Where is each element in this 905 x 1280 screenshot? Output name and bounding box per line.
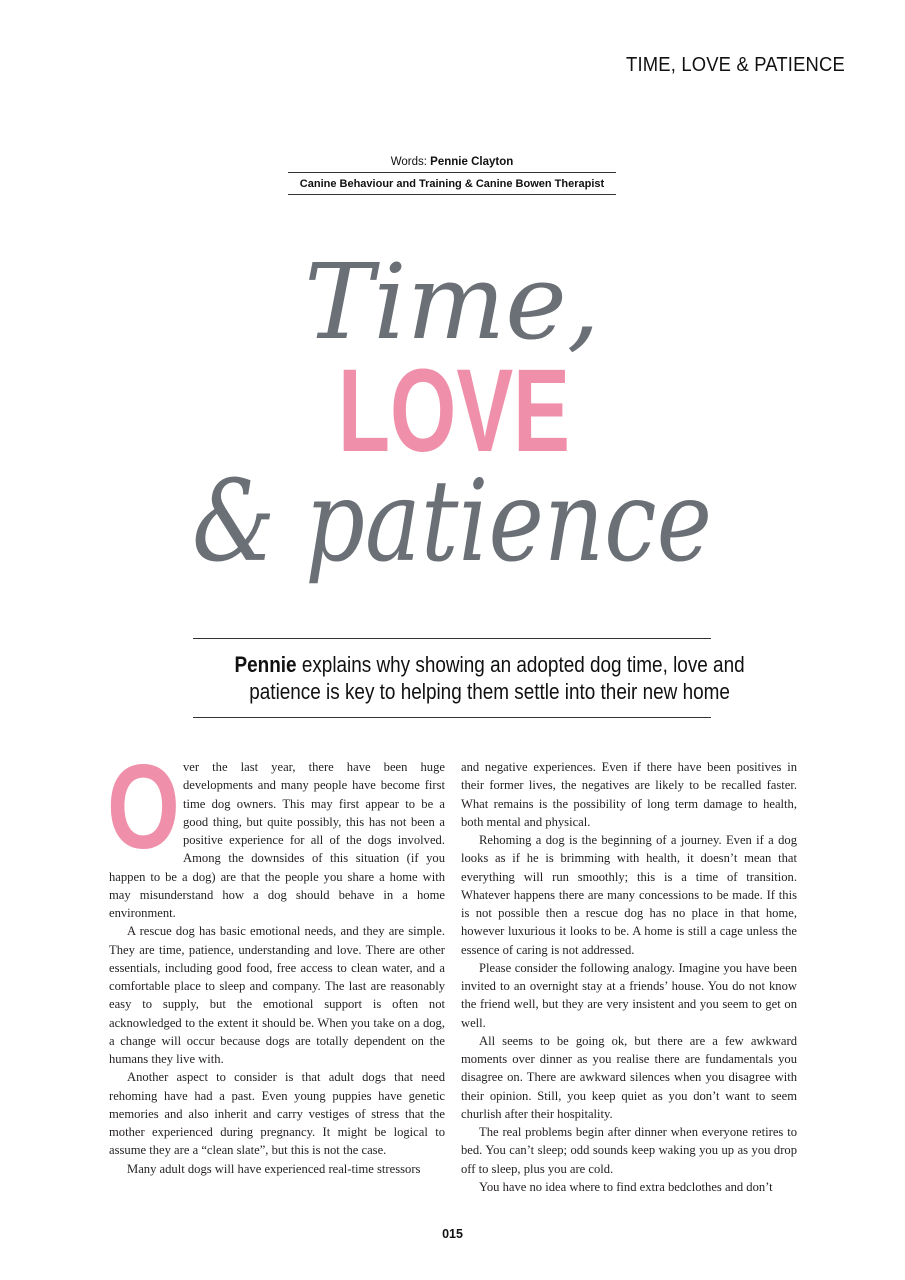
body-paragraph-1-text: ver the last year, there have been huge developments and many people have become first time dog owners. This may first appear to be a good thing, but quite possibly, this has not been a positive experience for all of the dogs involved. Among the downsides of this situation (if you happen to be a dog) are that the people you share a home with may misunderstand how a dog should behave in a home environment. xyxy=(109,760,445,920)
article-title xyxy=(0,0,905,620)
body-paragraph-3: Another aspect to consider is that adult dogs that need rehoming have had a past. Even young puppies have genetic memories and also inherit and carry vestiges of stress that the mother experienced during pregnancy. It might be logical to assume they are a “clean slate”, but this is not the case. xyxy=(109,1070,445,1158)
standfirst-line-1-rest: explains why showing an adopted dog time, love and xyxy=(296,652,745,677)
running-head: TIME, LOVE & PATIENCE xyxy=(626,54,845,76)
body-paragraph-9: The real problems begin after dinner when everyone retires to bed. You can’t sleep; odd sounds keep waking you up as you drop off to sleep, plus you are cold. xyxy=(461,1125,797,1176)
standfirst-text xyxy=(235,651,745,705)
body-paragraph-8: All seems to be going ok, but there are a few awkward moments over dinner as you realise there are fundamentals you disagree on. There are awkward silences when you disagree with their opinion. Still, you keep quiet as you don’t want to seem churlish after their hospitality. xyxy=(461,1033,797,1121)
standfirst-name: Pennie xyxy=(234,652,297,677)
body-paragraph-2: A rescue dog has basic emotional needs, and they are simple. They are time, patience, understanding and love. There are other essentials, including good food, free access to clean water, and a comfortable place to sleep and company. The last are reasonably easy to supply, but the emotional support is often not acknowledged to the extent it should be. When you take on a dog, a change will occur because dogs are totally dependent on the humans they live with. xyxy=(109,924,445,1066)
standfirst-line-1 xyxy=(235,651,745,678)
title-line-love: LOVE xyxy=(338,345,570,477)
body-column-right xyxy=(461,758,797,1196)
body-paragraph-10: You have no idea where to find extra bedclothes and don’t xyxy=(479,1179,773,1194)
title-artwork xyxy=(0,0,905,620)
body-paragraph-7: Please consider the following analogy. Imagine you have been invited to an overnight stay at a friends’ house. You do not know the friend well, but they are very insistent and you seem to get on well. xyxy=(461,960,797,1030)
title-line-patience: & patience xyxy=(192,457,712,587)
drop-cap: O xyxy=(107,740,180,874)
body-paragraph-6: Rehoming a dog is the beginning of a journey. Even if a dog looks as if he is brimming with health, it doesn’t mean that everything will run smoothly; this is a time of transition. Whatever happens there are many concessions to be made. If this is not possible then a rescue dog has no place in that home, however luxurious it looks to be. A home is still a cage unless the essence of caring is not addressed. xyxy=(461,833,797,957)
body-column-left xyxy=(107,740,445,1178)
byline-words-label: Words: xyxy=(390,156,431,168)
byline-role: Canine Behaviour and Training & Canine Bowen Therapist xyxy=(288,173,616,195)
body-paragraph-4: Many adult dogs will have experienced real-time stressors xyxy=(127,1161,421,1176)
standfirst-line-2: patience is key to helping them settle into their new home xyxy=(249,679,730,704)
title-line-time: Time, xyxy=(304,241,600,363)
page-number: 015 xyxy=(442,1227,463,1241)
body-paragraph-5: and negative experiences. Even if there have been positives in their former lives, the negatives are likely to be recalled faster. What remains is the possibility of long term damage to health, both mental and physical. xyxy=(461,760,797,829)
standfirst xyxy=(193,638,745,718)
body-paragraph-1 xyxy=(107,740,445,922)
byline-author: Pennie Clayton xyxy=(430,156,514,168)
